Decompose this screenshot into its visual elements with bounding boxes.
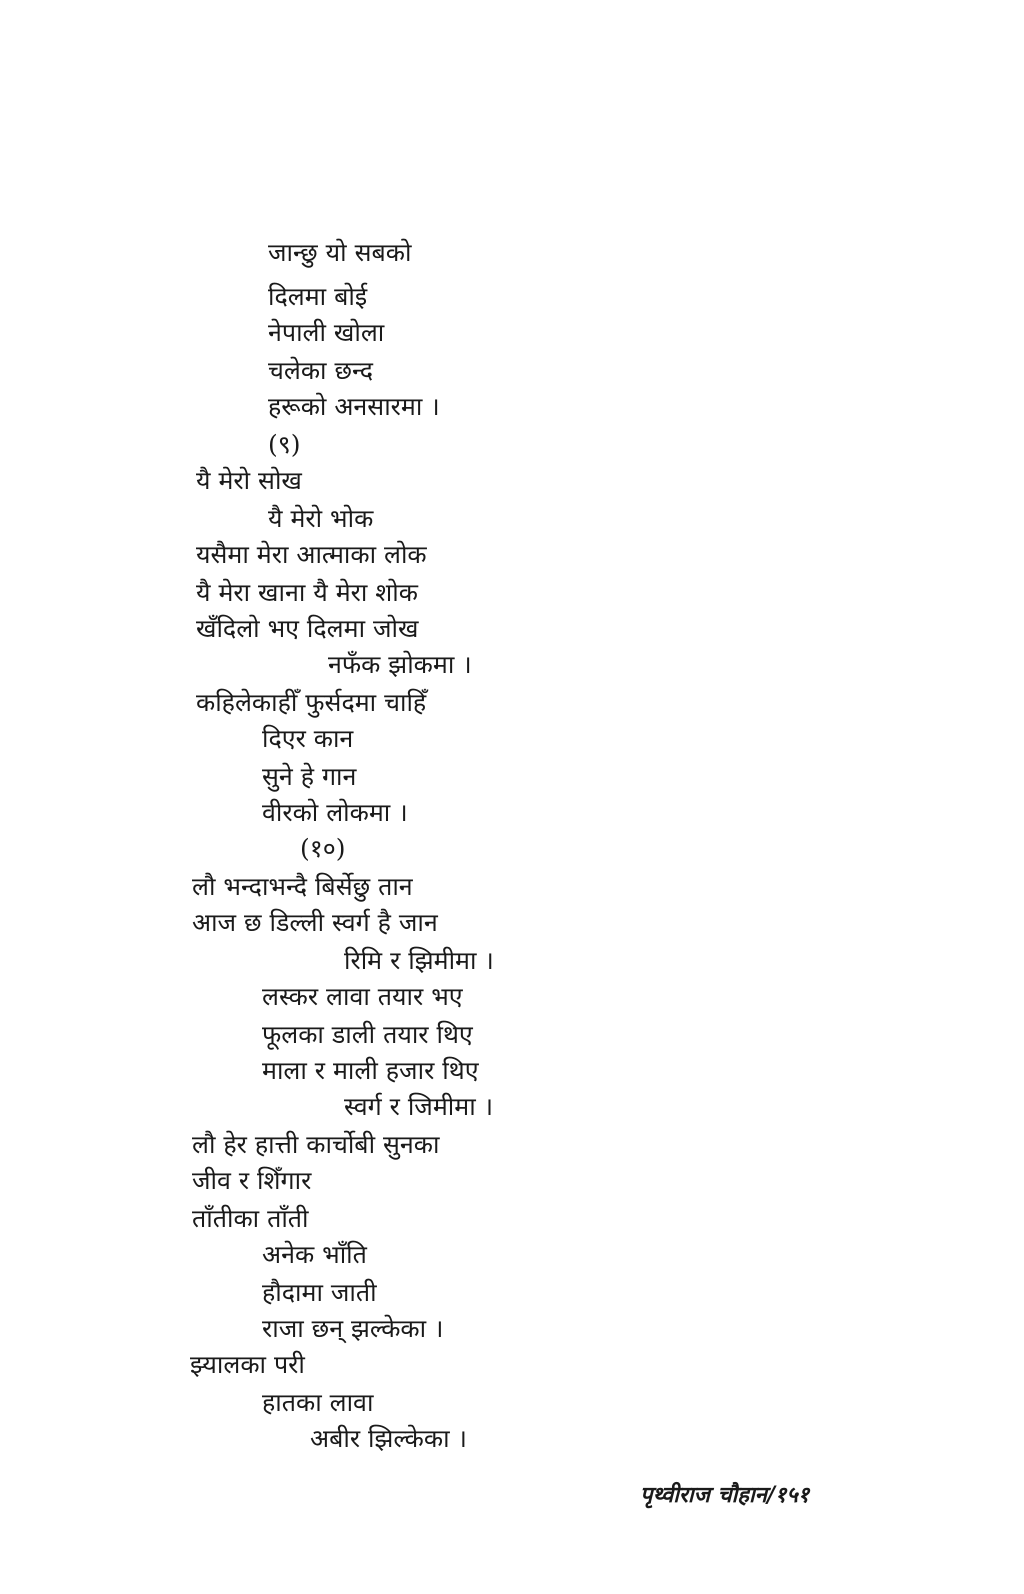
poem-line: आज छ डिल्ली स्वर्ग है जान [192, 908, 438, 937]
poem-line: यसैमा मेरा आत्माका लोक [196, 540, 427, 569]
poem-line: दिएर कान [262, 724, 354, 753]
poem-line: हौदामा जाती [262, 1278, 377, 1307]
poem-line: जान्छु यो सबको [268, 238, 412, 267]
poem-line: राजा छन् झल्केका । [262, 1314, 444, 1343]
poem-line: अनेक भाँति [262, 1240, 367, 1269]
poem-line: अबीर झिल्केका । [310, 1424, 467, 1453]
poem-line: लस्कर लावा तयार भए [262, 982, 463, 1011]
poem-line: सुने हे गान [262, 762, 357, 791]
poem-line: रिमि र झिमीमा । [344, 946, 494, 975]
poem-line: खँदिलो भए दिलमा जोख [196, 614, 419, 643]
stanza-number: (१०) [300, 834, 346, 863]
poem-line: यै मेरा खाना यै मेरा शोक [196, 578, 418, 607]
stanza-number: (९) [268, 430, 301, 459]
poem-line: नफँक झोकमा । [328, 650, 472, 679]
page-footer: पृथ्वीराज चौहान/१५१ [640, 1482, 810, 1508]
poem-line: यै मेरो सोख [196, 466, 302, 495]
poem-line: कहिलेकाहीँ फुर्सदमा चाहिँ [196, 688, 427, 717]
poem-line: माला र माली हजार थिए [262, 1056, 479, 1085]
poem-line: फूलका डाली तयार थिए [262, 1020, 473, 1049]
poem-line: दिलमा बोई [268, 282, 368, 311]
poem-line: स्वर्ग र जिमीमा । [344, 1092, 494, 1121]
poem-line: नेपाली खोला [268, 318, 385, 347]
poem-line: हातका लावा [262, 1388, 374, 1417]
poem-line: वीरको लोकमा । [262, 798, 408, 827]
poem-line: लौ भन्दाभन्दै बिर्सेछु तान [192, 872, 413, 901]
poem-line: यै मेरो भोक [268, 504, 374, 533]
poem-line: लौ हेर हात्ती कार्चोबी सुनका [192, 1130, 440, 1159]
poem-line: जीव र शिँगार [192, 1166, 312, 1195]
poem-line: चलेका छन्द [268, 356, 373, 385]
poem-line: ताँतीका ताँती [192, 1204, 309, 1233]
poem-line: हरूको अनसारमा । [268, 392, 440, 421]
poem-line: झ्यालका परी [190, 1350, 305, 1379]
